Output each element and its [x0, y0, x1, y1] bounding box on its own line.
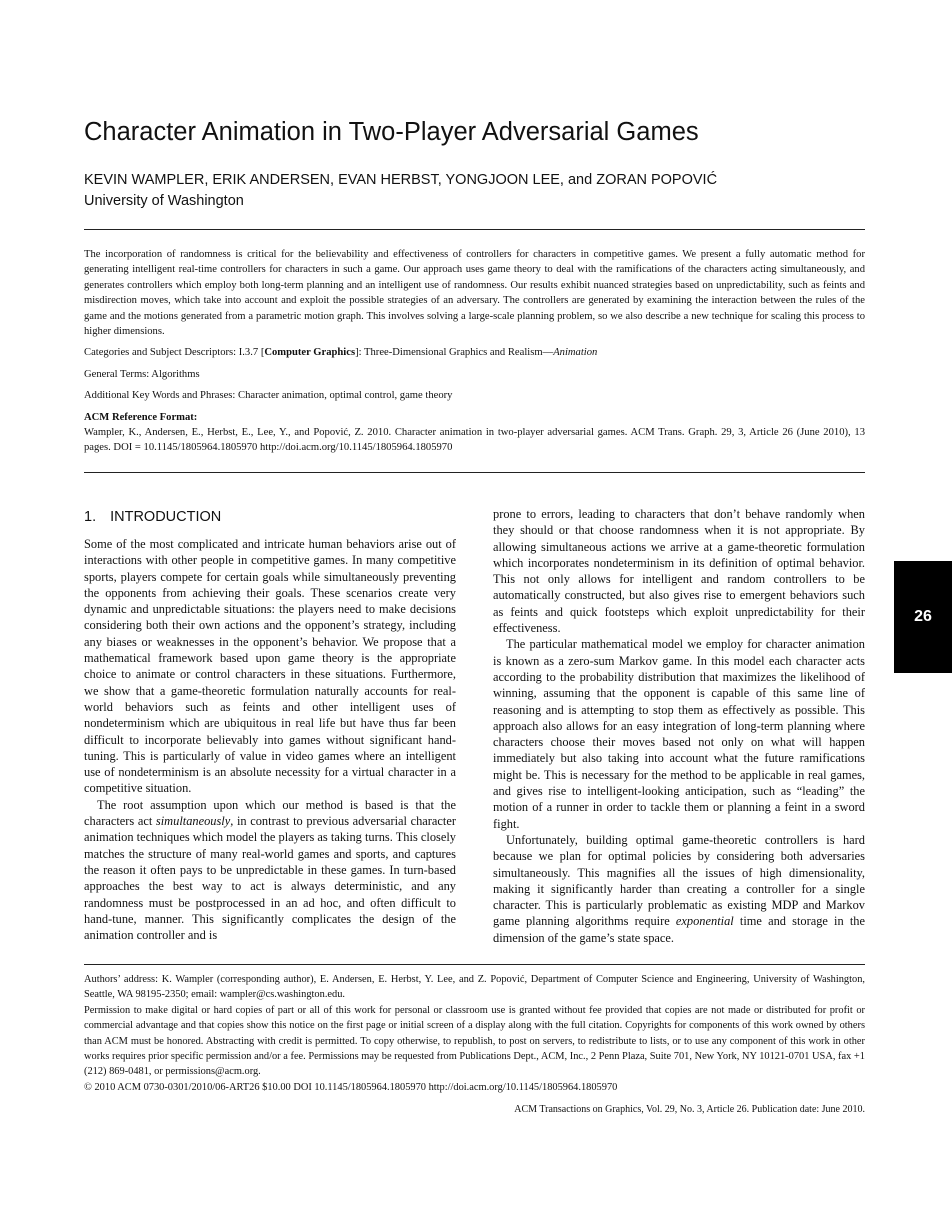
keywords: Additional Key Words and Phrases: Character animation, optimal control, game theory — [84, 390, 453, 402]
body-paragraph-2 — [84, 797, 456, 944]
section-number: 1. — [84, 509, 97, 525]
p5-emphasis: exponential — [675, 914, 734, 929]
categories-bold: Computer Graphics — [264, 347, 356, 359]
header-rule — [84, 229, 865, 230]
footnote-address: Authors’ address: K. Wampler (corresponding author), E. Andersen, E. Herbst, Y. Lee, and Z. Popović, Department of Computer Science and Engineering, University of Washington, Seattle, WA 98195-2350; email: wampler@cs.washington.edu. — [84, 974, 865, 1001]
p5-part-b: time and storage in the dimension of the game’s state space. — [493, 914, 865, 945]
categories-prefix: Categories and Subject Descriptors: I.3.7 [ — [84, 347, 265, 359]
section-title: INTRODUCTION — [110, 509, 222, 525]
p2-emphasis: simultaneously — [155, 814, 231, 829]
running-footer: ACM Transactions on Graphics, Vol. 29, No. 3, Article 26. Publication date: June 2010. — [514, 1104, 865, 1115]
body-paragraph-4: The particular mathematical model we employ for character animation is known as a zero-sum Markov game. In this model each character acts according to the probability distribution that maximizes the likelihood of winning, assuming that the opponent is capable of this same line of reasoning and is attempting to stop them as effectively as possible. This approach also allows for an easy integration of long-term planning where characters choose their moves based not only on what will happen immediately but also taking into account what the future ramifications might be. This is necessary for the method to be applicable in real games, and gives rise to intelligent-looking anticipation, such as “leading” the motion of a runner in order to tackle them or planning a feint in a sword fight. — [493, 637, 865, 831]
p2-part-b: , in contrast to previous adversarial character animation techniques which model the players as taking turns. This closely matches the structure of many real-world games and sports, and captures the reason it often pays to be unpredictable in these games. In turn-based approaches the best way to act is always deterministic, and any randomness must be postprocessed in an ad hoc, and often difficult to hand-tune, manner. This significantly complicates the design of the animation controller and is — [84, 814, 456, 943]
p5-part-a: Unfortunately, building optimal game-theoretic controllers is hard because we plan for optimal policies by considering both adversaries simultaneously. This magnifies all the issues of high dimensionality, making it significantly harder than creating a controller for a single character. This is particularly problematic as existing MDP and Markov game planning algorithms require — [493, 832, 865, 929]
section-heading — [84, 508, 456, 526]
ref-format-label — [84, 410, 865, 425]
categories-mid: ]: Three-Dimensional Graphics and Realism— — [355, 347, 554, 359]
author-list: KEVIN WAMPLER, ERIK ANDERSEN, EVAN HERBST, YONGJOON LEE, and ZORAN POPOVIĆ — [84, 172, 718, 188]
categories-line — [84, 345, 865, 360]
footnotes — [84, 972, 865, 1095]
general-terms: General Terms: Algorithms — [84, 368, 200, 380]
footnote-permission: Permission to make digital or hard copies of part or all of this work for personal or classroom use is granted without fee provided that copies are not made or distributed for profit or commercial advantage and that copies show this notice on the first page or initial screen of a display along with the full citation. Copyrights for components of this work owned by others than ACM must be honored. Abstracting with credit is permitted. To copy otherwise, to republish, to post on servers, to redistribute to lists, or to use any component of this work in other works requires prior specific permission and/or a fee. Permissions may be requested from Publications Dept., ACM, Inc., 2 Penn Plaza, Suite 701, New York, NY 10121-0701 USA, fax +1 (212) 869-0481, or permissions@acm.org. — [84, 1004, 865, 1078]
ref-format-text: Wampler, K., Andersen, E., Herbst, E., Lee, Y., and Popović, Z. 2010. Character animation in two-player adversarial games. ACM Trans. Graph. 29, 3, Article 26 (June 2010), 13 pages. DOI = 10.1145/1805964.1805970 http://doi.acm.org/10.1145/1805964.1805970 — [84, 427, 865, 454]
body-paragraph-5 — [493, 832, 865, 946]
right-column — [493, 506, 865, 946]
paper-title: Character Animation in Two-Player Adversarial Games — [84, 118, 699, 146]
left-column — [84, 506, 456, 943]
footnote-rule — [84, 964, 865, 965]
abstract-block — [84, 247, 865, 462]
categories-italic: Animation — [553, 347, 598, 359]
article-number-tab: 26 — [894, 561, 952, 673]
abstract-text: The incorporation of randomness is critical for the believability and effectiveness of controllers for characters in competitive games. We present a fully automatic method for generating intelligent real-time controllers for characters in such a game. Our approach uses game theory to deal with the ramifications of the characters acting simultaneously, and generates controllers which employ both long-term planning and an intelligent use of randomness. Our results exhibit nuanced strategies based on unpredictability, such as feints and misdirection moves, which take into account and exploit the possible strategies of an adversary. The controllers are generated by examining the interaction between the rules of the game and the motions generated from a parametric motion graph. This involves solving a large-scale planning problem, so we also describe a new technique for scaling this process to higher dimensions. — [84, 249, 865, 338]
body-paragraph-1: Some of the most complicated and intricate human behaviors arise out of interactions with other people in competitive games. In many competitive sports, players compete for certain goals while simultaneously preventing the opponents from achieving their goals. These scenarios create very dynamic and unpredictable situations: the players need to make decisions considering both their own actions and the opponent’s strategy, including any biases or weaknesses in the opponent’s behavior. We propose that a mathematical framework based upon game theory is the appropriate choice to animate or control characters in these situations. Furthermore, we show that a game-theoretic formulation naturally accounts for real-world behaviors such as feints and other intelligent uses of nondeterminism which are ubiquitous in real life but have thus far been difficult to incorporate believably into games without significant hand-tuning. This is particularly of value in video games where an intelligent use of nondeterminism is an absolute necessity for a virtual character in a competitive situation. — [84, 537, 456, 796]
abstract-rule — [84, 472, 865, 473]
ref-format-label-text: ACM Reference Format: — [84, 411, 198, 423]
body-paragraph-3: prone to errors, leading to characters that don’t behave randomly when they should or that choose randomness when it is not appropriate. By allowing simultaneous actions we arrive at a game-theoretic formulation which incorporates nondeterminism in its definition of optimal behavior. This not only allows for intelligent and random controllers to be automatically constructed, but also gives rise to emergent behaviors such as feints and quick footsteps which exploit unpredictability for their effectiveness. — [493, 507, 865, 636]
footnote-copyright: © 2010 ACM 0730-0301/2010/06-ART26 $10.00 DOI 10.1145/1805964.1805970 http://doi.acm.org/10.1145/1805964.1805970 — [84, 1081, 618, 1093]
p2-part-a: The root assumption upon which our method is based is that the characters act — [84, 797, 456, 829]
affiliation: University of Washington — [84, 193, 244, 209]
